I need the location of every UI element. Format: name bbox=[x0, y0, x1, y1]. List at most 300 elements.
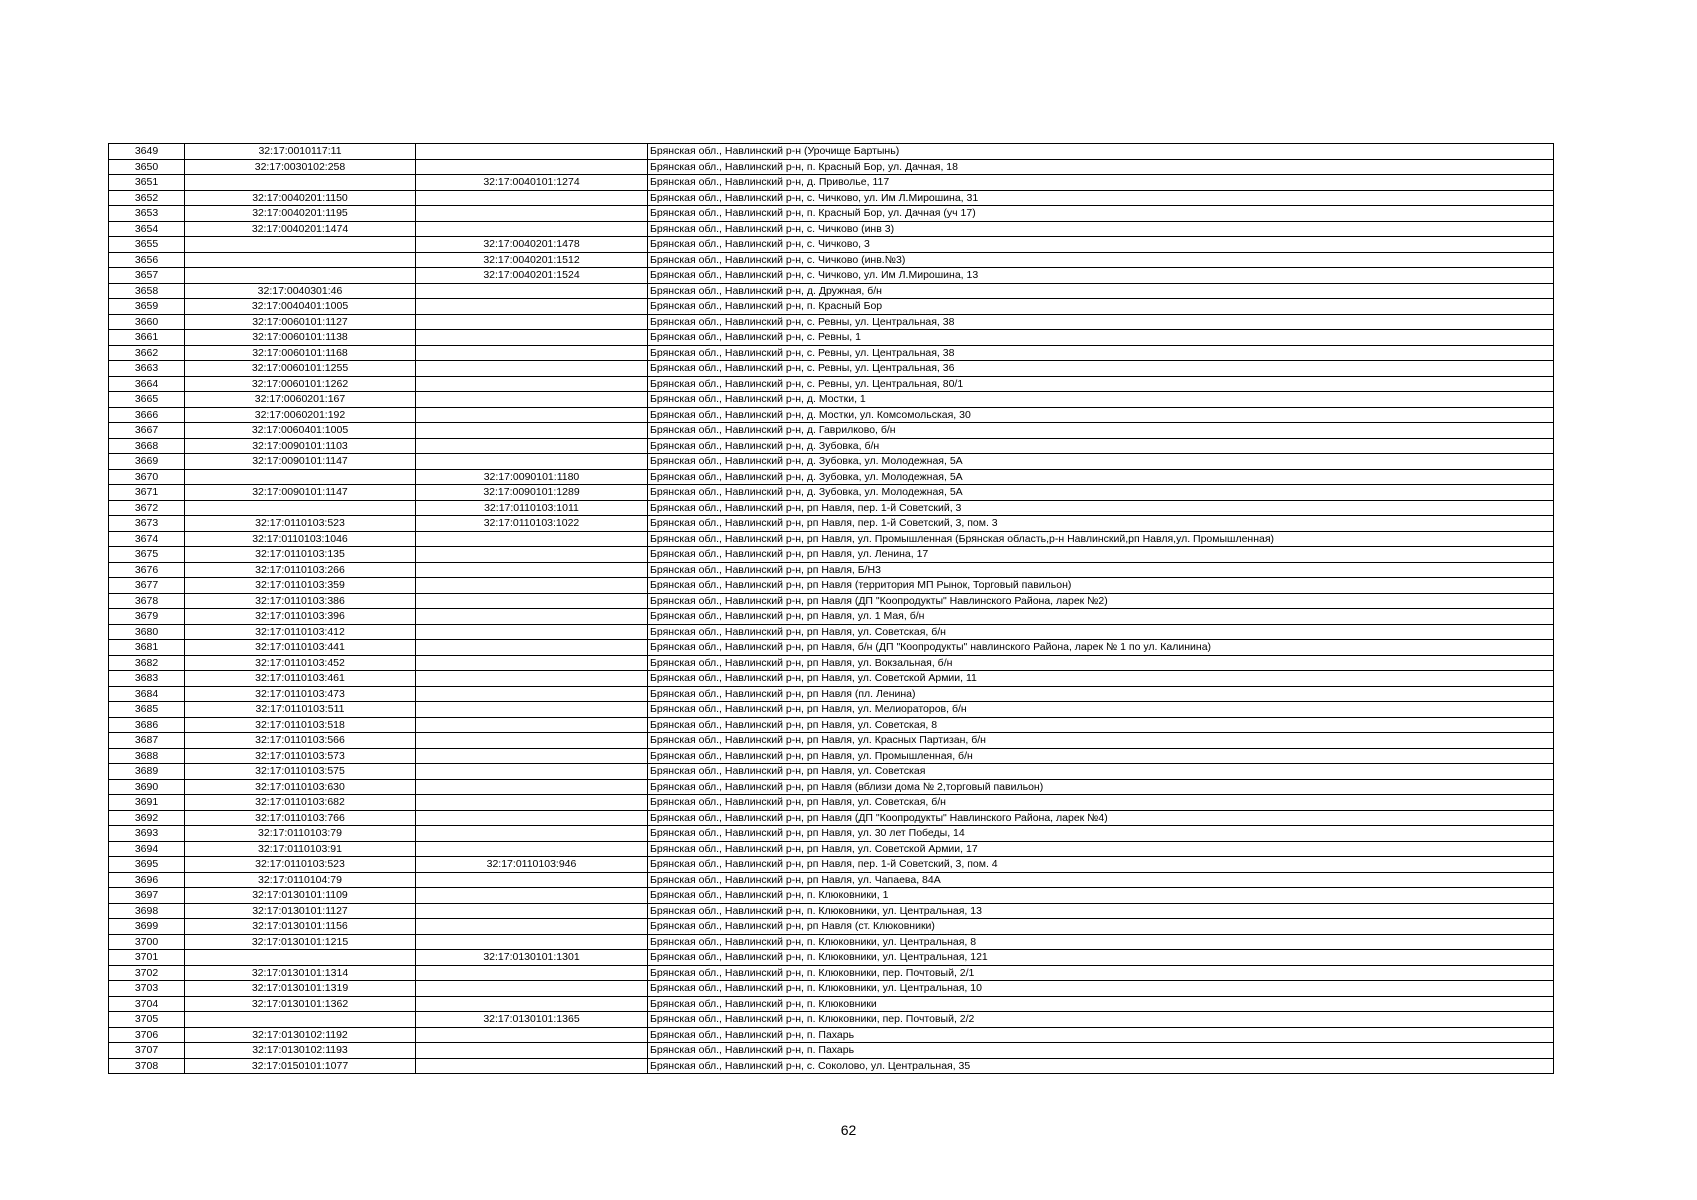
row-number-cell: 3665 bbox=[109, 392, 185, 408]
cadastral-number-building-cell: 32:17:0090101:1289 bbox=[416, 485, 648, 501]
address-cell: Брянская обл., Навлинский р-н, рп Навля, ул. Вокзальная, б/н bbox=[648, 655, 1554, 671]
address-cell: Брянская обл., Навлинский р-н, рп Навля (пл. Ленина) bbox=[648, 686, 1554, 702]
row-number-cell: 3682 bbox=[109, 655, 185, 671]
row-number-cell: 3701 bbox=[109, 950, 185, 966]
cadastral-number-cell: 32:17:0110103:511 bbox=[185, 702, 416, 718]
cadastral-number-cell: 32:17:0060101:1262 bbox=[185, 376, 416, 392]
cadastral-number-cell: 32:17:0060101:1127 bbox=[185, 314, 416, 330]
cadastral-number-building-cell: 32:17:0090101:1180 bbox=[416, 469, 648, 485]
table-row bbox=[109, 190, 1554, 206]
cadastral-number-building-cell bbox=[416, 624, 648, 640]
address-cell: Брянская обл., Навлинский р-н, рп Навля, ул. Чапаева, 84А bbox=[648, 872, 1554, 888]
cadastral-number-cell: 32:17:0110103:386 bbox=[185, 593, 416, 609]
table-row bbox=[109, 826, 1554, 842]
table-row bbox=[109, 361, 1554, 377]
address-cell: Брянская обл., Навлинский р-н, с. Соколово, ул. Центральная, 35 bbox=[648, 1058, 1554, 1074]
cadastral-number-building-cell bbox=[416, 795, 648, 811]
row-number-cell: 3688 bbox=[109, 748, 185, 764]
cadastral-number-building-cell bbox=[416, 454, 648, 470]
cadastral-number-building-cell bbox=[416, 702, 648, 718]
row-number-cell: 3687 bbox=[109, 733, 185, 749]
cadastral-number-cell: 32:17:0040201:1150 bbox=[185, 190, 416, 206]
cadastral-number-building-cell bbox=[416, 981, 648, 997]
row-number-cell: 3681 bbox=[109, 640, 185, 656]
table-row bbox=[109, 454, 1554, 470]
row-number-cell: 3675 bbox=[109, 547, 185, 563]
row-number-cell: 3652 bbox=[109, 190, 185, 206]
cadastral-number-building-cell bbox=[416, 159, 648, 175]
table-row bbox=[109, 671, 1554, 687]
cadastral-number-cell: 32:17:0110103:135 bbox=[185, 547, 416, 563]
row-number-cell: 3657 bbox=[109, 268, 185, 284]
page-number: 62 bbox=[840, 1122, 857, 1138]
address-cell: Брянская обл., Навлинский р-н, рп Навля (территория МП Рынок, Торговый павильон) bbox=[648, 578, 1554, 594]
table-row bbox=[109, 376, 1554, 392]
row-number-cell: 3704 bbox=[109, 996, 185, 1012]
table-row bbox=[109, 144, 1554, 160]
row-number-cell: 3706 bbox=[109, 1027, 185, 1043]
address-cell: Брянская обл., Навлинский р-н, рп Навля, ул. 1 Мая, б/н bbox=[648, 609, 1554, 625]
cadastral-number-cell: 32:17:0110103:452 bbox=[185, 655, 416, 671]
table-row bbox=[109, 934, 1554, 950]
cadastral-number-cell: 32:17:0130101:1362 bbox=[185, 996, 416, 1012]
table-row bbox=[109, 1027, 1554, 1043]
cadastral-number-cell: 32:17:0110104:79 bbox=[185, 872, 416, 888]
address-cell: Брянская обл., Навлинский р-н, п. Пахарь bbox=[648, 1043, 1554, 1059]
cadastral-number-cell bbox=[185, 175, 416, 191]
row-number-cell: 3653 bbox=[109, 206, 185, 222]
cadastral-number-cell: 32:17:0130101:1314 bbox=[185, 965, 416, 981]
cadastral-number-building-cell bbox=[416, 872, 648, 888]
row-number-cell: 3690 bbox=[109, 779, 185, 795]
address-cell: Брянская обл., Навлинский р-н, д. Зубовка, ул. Молодежная, 5А bbox=[648, 454, 1554, 470]
address-cell: Брянская обл., Навлинский р-н, п. Клюковники, пер. Почтовый, 2/2 bbox=[648, 1012, 1554, 1028]
cadastral-number-cell: 32:17:0130102:1192 bbox=[185, 1027, 416, 1043]
row-number-cell: 3662 bbox=[109, 345, 185, 361]
cadastral-number-cell: 32:17:0040201:1474 bbox=[185, 221, 416, 237]
table-row bbox=[109, 717, 1554, 733]
address-cell: Брянская обл., Навлинский р-н, рп Навля, пер. 1-й Советский, 3 bbox=[648, 500, 1554, 516]
row-number-cell: 3676 bbox=[109, 562, 185, 578]
cadastral-number-cell: 32:17:0010117:11 bbox=[185, 144, 416, 160]
table-row bbox=[109, 624, 1554, 640]
address-cell: Брянская обл., Навлинский р-н, с. Чичково (инв 3) bbox=[648, 221, 1554, 237]
address-cell: Брянская обл., Навлинский р-н, рп Навля, ул. Мелиораторов, б/н bbox=[648, 702, 1554, 718]
cadastral-number-building-cell bbox=[416, 593, 648, 609]
cadastral-number-building-cell: 32:17:0110103:946 bbox=[416, 857, 648, 873]
row-number-cell: 3661 bbox=[109, 330, 185, 346]
cadastral-number-cell bbox=[185, 268, 416, 284]
table-row bbox=[109, 981, 1554, 997]
cadastral-number-building-cell: 32:17:0040201:1512 bbox=[416, 252, 648, 268]
table-row bbox=[109, 531, 1554, 547]
address-cell: Брянская обл., Навлинский р-н, д. Зубовка, ул. Молодежная, 5А bbox=[648, 485, 1554, 501]
address-cell: Брянская обл., Навлинский р-н, рп Навля, ул. Ленина, 17 bbox=[648, 547, 1554, 563]
cadastral-number-cell: 32:17:0060101:1255 bbox=[185, 361, 416, 377]
address-cell: Брянская обл., Навлинский р-н, с. Чичково, ул. Им Л.Мирошина, 31 bbox=[648, 190, 1554, 206]
row-number-cell: 3669 bbox=[109, 454, 185, 470]
address-cell: Брянская обл., Навлинский р-н, п. Красный Бор, ул. Дачная, 18 bbox=[648, 159, 1554, 175]
address-cell: Брянская обл., Навлинский р-н, рп Навля, ул. Советской Армии, 17 bbox=[648, 841, 1554, 857]
table-row bbox=[109, 919, 1554, 935]
row-number-cell: 3660 bbox=[109, 314, 185, 330]
table-row bbox=[109, 578, 1554, 594]
address-cell: Брянская обл., Навлинский р-н (Урочище Бартынь) bbox=[648, 144, 1554, 160]
cadastral-number-cell: 32:17:0060101:1138 bbox=[185, 330, 416, 346]
address-cell: Брянская обл., Навлинский р-н, рп Навля, ул. Советская, б/н bbox=[648, 624, 1554, 640]
cadastral-number-building-cell bbox=[416, 686, 648, 702]
row-number-cell: 3699 bbox=[109, 919, 185, 935]
cadastral-number-cell: 32:17:0110103:473 bbox=[185, 686, 416, 702]
row-number-cell: 3671 bbox=[109, 485, 185, 501]
cadastral-number-building-cell bbox=[416, 671, 648, 687]
cadastral-number-building-cell: 32:17:0040201:1524 bbox=[416, 268, 648, 284]
row-number-cell: 3680 bbox=[109, 624, 185, 640]
table-row bbox=[109, 562, 1554, 578]
cadastral-number-cell bbox=[185, 469, 416, 485]
cadastral-number-cell: 32:17:0090101:1147 bbox=[185, 454, 416, 470]
row-number-cell: 3698 bbox=[109, 903, 185, 919]
row-number-cell: 3673 bbox=[109, 516, 185, 532]
address-cell: Брянская обл., Навлинский р-н, д. Приволье, 117 bbox=[648, 175, 1554, 191]
row-number-cell: 3679 bbox=[109, 609, 185, 625]
cadastral-number-building-cell bbox=[416, 748, 648, 764]
table-row bbox=[109, 237, 1554, 253]
row-number-cell: 3655 bbox=[109, 237, 185, 253]
table-row bbox=[109, 965, 1554, 981]
cadastral-number-building-cell bbox=[416, 547, 648, 563]
cadastral-number-building-cell: 32:17:0130101:1301 bbox=[416, 950, 648, 966]
row-number-cell: 3700 bbox=[109, 934, 185, 950]
cadastral-number-cell: 32:17:0110103:682 bbox=[185, 795, 416, 811]
row-number-cell: 3654 bbox=[109, 221, 185, 237]
row-number-cell: 3677 bbox=[109, 578, 185, 594]
cadastral-number-building-cell bbox=[416, 531, 648, 547]
address-cell: Брянская обл., Навлинский р-н, д. Дружная, б/н bbox=[648, 283, 1554, 299]
table-row bbox=[109, 655, 1554, 671]
address-cell: Брянская обл., Навлинский р-н, п. Клюковники, ул. Центральная, 8 bbox=[648, 934, 1554, 950]
table-row bbox=[109, 500, 1554, 516]
address-cell: Брянская обл., Навлинский р-н, д. Мостки, ул. Комсомольская, 30 bbox=[648, 407, 1554, 423]
cadastral-number-building-cell: 32:17:0110103:1022 bbox=[416, 516, 648, 532]
cadastral-number-cell: 32:17:0090101:1103 bbox=[185, 438, 416, 454]
cadastral-number-building-cell bbox=[416, 996, 648, 1012]
cadastral-number-building-cell bbox=[416, 934, 648, 950]
row-number-cell: 3685 bbox=[109, 702, 185, 718]
table-row bbox=[109, 686, 1554, 702]
row-number-cell: 3667 bbox=[109, 423, 185, 439]
row-number-cell: 3702 bbox=[109, 965, 185, 981]
cadastral-number-cell: 32:17:0110103:575 bbox=[185, 764, 416, 780]
cadastral-number-building-cell bbox=[416, 919, 648, 935]
cadastral-number-building-cell bbox=[416, 376, 648, 392]
cadastral-number-building-cell bbox=[416, 299, 648, 315]
cadastral-number-building-cell bbox=[416, 1027, 648, 1043]
cadastral-number-building-cell bbox=[416, 826, 648, 842]
cadastral-number-cell: 32:17:0110103:573 bbox=[185, 748, 416, 764]
table-row bbox=[109, 283, 1554, 299]
address-cell: Брянская обл., Навлинский р-н, рп Навля, ул. 30 лет Победы, 14 bbox=[648, 826, 1554, 842]
row-number-cell: 3686 bbox=[109, 717, 185, 733]
table-row bbox=[109, 268, 1554, 284]
cadastral-number-cell: 32:17:0040301:46 bbox=[185, 283, 416, 299]
cadastral-number-cell: 32:17:0110103:79 bbox=[185, 826, 416, 842]
cadastral-number-building-cell bbox=[416, 190, 648, 206]
cadastral-number-building-cell: 32:17:0130101:1365 bbox=[416, 1012, 648, 1028]
cadastral-number-cell: 32:17:0130101:1215 bbox=[185, 934, 416, 950]
row-number-cell: 3649 bbox=[109, 144, 185, 160]
address-cell: Брянская обл., Навлинский р-н, рп Навля, ул. Промышленная (Брянская область,р-н Навлинский,рп Навля,ул. Промышленная) bbox=[648, 531, 1554, 547]
cadastral-number-building-cell bbox=[416, 779, 648, 795]
cadastral-number-cell: 32:17:0130101:1127 bbox=[185, 903, 416, 919]
address-cell: Брянская обл., Навлинский р-н, рп Навля, ул. Промышленная, б/н bbox=[648, 748, 1554, 764]
row-number-cell: 3691 bbox=[109, 795, 185, 811]
table-row bbox=[109, 702, 1554, 718]
table-row bbox=[109, 857, 1554, 873]
table-row bbox=[109, 1043, 1554, 1059]
cadastral-number-cell: 32:17:0090101:1147 bbox=[185, 485, 416, 501]
cadastral-number-building-cell: 32:17:0110103:1011 bbox=[416, 500, 648, 516]
cadastral-number-building-cell bbox=[416, 221, 648, 237]
table-row bbox=[109, 764, 1554, 780]
address-cell: Брянская обл., Навлинский р-н, п. Клюковники, 1 bbox=[648, 888, 1554, 904]
cadastral-number-building-cell bbox=[416, 841, 648, 857]
row-number-cell: 3668 bbox=[109, 438, 185, 454]
address-cell: Брянская обл., Навлинский р-н, с. Чичково, 3 bbox=[648, 237, 1554, 253]
row-number-cell: 3678 bbox=[109, 593, 185, 609]
cadastral-number-cell: 32:17:0110103:266 bbox=[185, 562, 416, 578]
table-row bbox=[109, 795, 1554, 811]
table-row bbox=[109, 516, 1554, 532]
address-cell: Брянская обл., Навлинский р-н, рп Навля, ул. Советской Армии, 11 bbox=[648, 671, 1554, 687]
row-number-cell: 3693 bbox=[109, 826, 185, 842]
cadastral-number-building-cell bbox=[416, 283, 648, 299]
table-row bbox=[109, 159, 1554, 175]
cadastral-number-building-cell: 32:17:0040101:1274 bbox=[416, 175, 648, 191]
address-cell: Брянская обл., Навлинский р-н, д. Зубовка, б/н bbox=[648, 438, 1554, 454]
row-number-cell: 3695 bbox=[109, 857, 185, 873]
row-number-cell: 3663 bbox=[109, 361, 185, 377]
address-cell: Брянская обл., Навлинский р-н, рп Навля (ст. Клюковники) bbox=[648, 919, 1554, 935]
cadastral-number-cell bbox=[185, 237, 416, 253]
cadastral-number-cell: 32:17:0060401:1005 bbox=[185, 423, 416, 439]
cadastral-number-cell: 32:17:0060201:167 bbox=[185, 392, 416, 408]
row-number-cell: 3658 bbox=[109, 283, 185, 299]
cadastral-number-building-cell bbox=[416, 361, 648, 377]
row-number-cell: 3683 bbox=[109, 671, 185, 687]
row-number-cell: 3656 bbox=[109, 252, 185, 268]
address-cell: Брянская обл., Навлинский р-н, п. Клюковники, пер. Почтовый, 2/1 bbox=[648, 965, 1554, 981]
property-table bbox=[108, 143, 1554, 1074]
table-row bbox=[109, 1058, 1554, 1074]
row-number-cell: 3707 bbox=[109, 1043, 185, 1059]
cadastral-number-building-cell bbox=[416, 392, 648, 408]
cadastral-number-building-cell bbox=[416, 423, 648, 439]
address-cell: Брянская обл., Навлинский р-н, д. Гаврилково, б/н bbox=[648, 423, 1554, 439]
cadastral-number-building-cell bbox=[416, 609, 648, 625]
address-cell: Брянская обл., Навлинский р-н, рп Навля, Б/Н3 bbox=[648, 562, 1554, 578]
row-number-cell: 3694 bbox=[109, 841, 185, 857]
row-number-cell: 3664 bbox=[109, 376, 185, 392]
cadastral-number-building-cell bbox=[416, 578, 648, 594]
table-row bbox=[109, 407, 1554, 423]
property-table-body bbox=[109, 144, 1554, 1074]
address-cell: Брянская обл., Навлинский р-н, с. Ревны, ул. Центральная, 80/1 bbox=[648, 376, 1554, 392]
address-cell: Брянская обл., Навлинский р-н, с. Ревны, ул. Центральная, 38 bbox=[648, 314, 1554, 330]
cadastral-number-cell: 32:17:0110103:1046 bbox=[185, 531, 416, 547]
address-cell: Брянская обл., Навлинский р-н, рп Навля, ул. Советская, б/н bbox=[648, 795, 1554, 811]
cadastral-number-building-cell bbox=[416, 965, 648, 981]
cadastral-number-building-cell bbox=[416, 314, 648, 330]
cadastral-number-building-cell bbox=[416, 810, 648, 826]
address-cell: Брянская обл., Навлинский р-н, рп Навля, б/н (ДП "Коопродукты" навлинского Района, ларек № 1 по ул. Калинина) bbox=[648, 640, 1554, 656]
cadastral-number-cell: 32:17:0130101:1319 bbox=[185, 981, 416, 997]
cadastral-number-cell: 32:17:0110103:461 bbox=[185, 671, 416, 687]
address-cell: Брянская обл., Навлинский р-н, д. Мостки, 1 bbox=[648, 392, 1554, 408]
address-cell: Брянская обл., Навлинский р-н, рп Навля, пер. 1-й Советский, 3, пом. 4 bbox=[648, 857, 1554, 873]
cadastral-number-cell bbox=[185, 252, 416, 268]
cadastral-number-cell: 32:17:0130101:1109 bbox=[185, 888, 416, 904]
cadastral-number-cell: 32:17:0060101:1168 bbox=[185, 345, 416, 361]
table-row bbox=[109, 469, 1554, 485]
table-row bbox=[109, 810, 1554, 826]
cadastral-number-building-cell bbox=[416, 733, 648, 749]
row-number-cell: 3703 bbox=[109, 981, 185, 997]
table-row bbox=[109, 996, 1554, 1012]
row-number-cell: 3697 bbox=[109, 888, 185, 904]
table-row bbox=[109, 423, 1554, 439]
row-number-cell: 3692 bbox=[109, 810, 185, 826]
table-row bbox=[109, 221, 1554, 237]
table-row bbox=[109, 903, 1554, 919]
address-cell: Брянская обл., Навлинский р-н, п. Клюковники, ул. Центральная, 10 bbox=[648, 981, 1554, 997]
cadastral-number-building-cell bbox=[416, 438, 648, 454]
cadastral-number-building-cell bbox=[416, 1043, 648, 1059]
cadastral-number-cell: 32:17:0110103:412 bbox=[185, 624, 416, 640]
table-row bbox=[109, 345, 1554, 361]
row-number-cell: 3705 bbox=[109, 1012, 185, 1028]
cadastral-number-cell: 32:17:0130102:1193 bbox=[185, 1043, 416, 1059]
table-row bbox=[109, 1012, 1554, 1028]
cadastral-number-building-cell: 32:17:0040201:1478 bbox=[416, 237, 648, 253]
cadastral-number-cell: 32:17:0110103:518 bbox=[185, 717, 416, 733]
cadastral-number-cell: 32:17:0110103:523 bbox=[185, 516, 416, 532]
table-row bbox=[109, 299, 1554, 315]
cadastral-number-building-cell bbox=[416, 562, 648, 578]
cadastral-number-building-cell bbox=[416, 1058, 648, 1074]
address-cell: Брянская обл., Навлинский р-н, с. Ревны, ул. Центральная, 38 bbox=[648, 345, 1554, 361]
row-number-cell: 3708 bbox=[109, 1058, 185, 1074]
table-row bbox=[109, 748, 1554, 764]
cadastral-number-building-cell bbox=[416, 640, 648, 656]
table-row bbox=[109, 609, 1554, 625]
table-row bbox=[109, 438, 1554, 454]
address-cell: Брянская обл., Навлинский р-н, рп Навля, пер. 1-й Советский, 3, пом. 3 bbox=[648, 516, 1554, 532]
table-row bbox=[109, 330, 1554, 346]
address-cell: Брянская обл., Навлинский р-н, с. Чичково (инв.№3) bbox=[648, 252, 1554, 268]
cadastral-number-cell: 32:17:0110103:766 bbox=[185, 810, 416, 826]
cadastral-number-cell: 32:17:0110103:396 bbox=[185, 609, 416, 625]
cadastral-number-building-cell bbox=[416, 717, 648, 733]
address-cell: Брянская обл., Навлинский р-н, рп Навля (ДП "Коопродукты" Навлинского Района, ларек №4) bbox=[648, 810, 1554, 826]
address-cell: Брянская обл., Навлинский р-н, рп Навля, ул. Советская, 8 bbox=[648, 717, 1554, 733]
row-number-cell: 3670 bbox=[109, 469, 185, 485]
table-row bbox=[109, 392, 1554, 408]
cadastral-number-cell bbox=[185, 500, 416, 516]
cadastral-number-cell: 32:17:0040201:1195 bbox=[185, 206, 416, 222]
cadastral-number-cell: 32:17:0110103:630 bbox=[185, 779, 416, 795]
address-cell: Брянская обл., Навлинский р-н, рп Навля, ул. Красных Партизан, б/н bbox=[648, 733, 1554, 749]
row-number-cell: 3650 bbox=[109, 159, 185, 175]
row-number-cell: 3666 bbox=[109, 407, 185, 423]
cadastral-number-building-cell bbox=[416, 407, 648, 423]
cadastral-number-building-cell bbox=[416, 764, 648, 780]
cadastral-number-cell: 32:17:0110103:359 bbox=[185, 578, 416, 594]
address-cell: Брянская обл., Навлинский р-н, д. Зубовка, ул. Молодежная, 5А bbox=[648, 469, 1554, 485]
cadastral-number-cell: 32:17:0040401:1005 bbox=[185, 299, 416, 315]
address-cell: Брянская обл., Навлинский р-н, рп Навля (ДП "Коопродукты" Навлинского Района, ларек №2) bbox=[648, 593, 1554, 609]
table-row bbox=[109, 314, 1554, 330]
table-row bbox=[109, 252, 1554, 268]
row-number-cell: 3684 bbox=[109, 686, 185, 702]
row-number-cell: 3672 bbox=[109, 500, 185, 516]
table-row bbox=[109, 779, 1554, 795]
address-cell: Брянская обл., Навлинский р-н, п. Красный Бор, ул. Дачная (уч 17) bbox=[648, 206, 1554, 222]
table-row bbox=[109, 593, 1554, 609]
table-row bbox=[109, 872, 1554, 888]
cadastral-number-cell: 32:17:0150101:1077 bbox=[185, 1058, 416, 1074]
table-row bbox=[109, 841, 1554, 857]
cadastral-number-building-cell bbox=[416, 903, 648, 919]
table-row bbox=[109, 733, 1554, 749]
cadastral-number-cell bbox=[185, 950, 416, 966]
row-number-cell: 3659 bbox=[109, 299, 185, 315]
cadastral-number-cell: 32:17:0110103:441 bbox=[185, 640, 416, 656]
cadastral-number-cell: 32:17:0110103:523 bbox=[185, 857, 416, 873]
cadastral-number-building-cell bbox=[416, 655, 648, 671]
address-cell: Брянская обл., Навлинский р-н, с. Ревны, ул. Центральная, 36 bbox=[648, 361, 1554, 377]
row-number-cell: 3651 bbox=[109, 175, 185, 191]
table-row bbox=[109, 950, 1554, 966]
cadastral-number-building-cell bbox=[416, 206, 648, 222]
address-cell: Брянская обл., Навлинский р-н, с. Ревны, 1 bbox=[648, 330, 1554, 346]
address-cell: Брянская обл., Навлинский р-н, рп Навля (вблизи дома № 2,торговый павильон) bbox=[648, 779, 1554, 795]
table-row bbox=[109, 547, 1554, 563]
cadastral-number-cell: 32:17:0110103:566 bbox=[185, 733, 416, 749]
cadastral-number-building-cell bbox=[416, 888, 648, 904]
cadastral-number-cell: 32:17:0060201:192 bbox=[185, 407, 416, 423]
cadastral-number-building-cell bbox=[416, 345, 648, 361]
cadastral-number-cell bbox=[185, 1012, 416, 1028]
cadastral-number-cell: 32:17:0030102:258 bbox=[185, 159, 416, 175]
table-row bbox=[109, 175, 1554, 191]
address-cell: Брянская обл., Навлинский р-н, п. Клюковники bbox=[648, 996, 1554, 1012]
address-cell: Брянская обл., Навлинский р-н, п. Клюковники, ул. Центральная, 13 bbox=[648, 903, 1554, 919]
address-cell: Брянская обл., Навлинский р-н, с. Чичково, ул. Им Л.Мирошина, 13 bbox=[648, 268, 1554, 284]
cadastral-number-building-cell bbox=[416, 144, 648, 160]
row-number-cell: 3689 bbox=[109, 764, 185, 780]
table-row bbox=[109, 640, 1554, 656]
cadastral-number-building-cell bbox=[416, 330, 648, 346]
address-cell: Брянская обл., Навлинский р-н, п. Клюковники, ул. Центральная, 121 bbox=[648, 950, 1554, 966]
table-row bbox=[109, 206, 1554, 222]
cadastral-number-cell: 32:17:0110103:91 bbox=[185, 841, 416, 857]
address-cell: Брянская обл., Навлинский р-н, п. Пахарь bbox=[648, 1027, 1554, 1043]
table-row bbox=[109, 485, 1554, 501]
cadastral-number-cell: 32:17:0130101:1156 bbox=[185, 919, 416, 935]
row-number-cell: 3696 bbox=[109, 872, 185, 888]
row-number-cell: 3674 bbox=[109, 531, 185, 547]
